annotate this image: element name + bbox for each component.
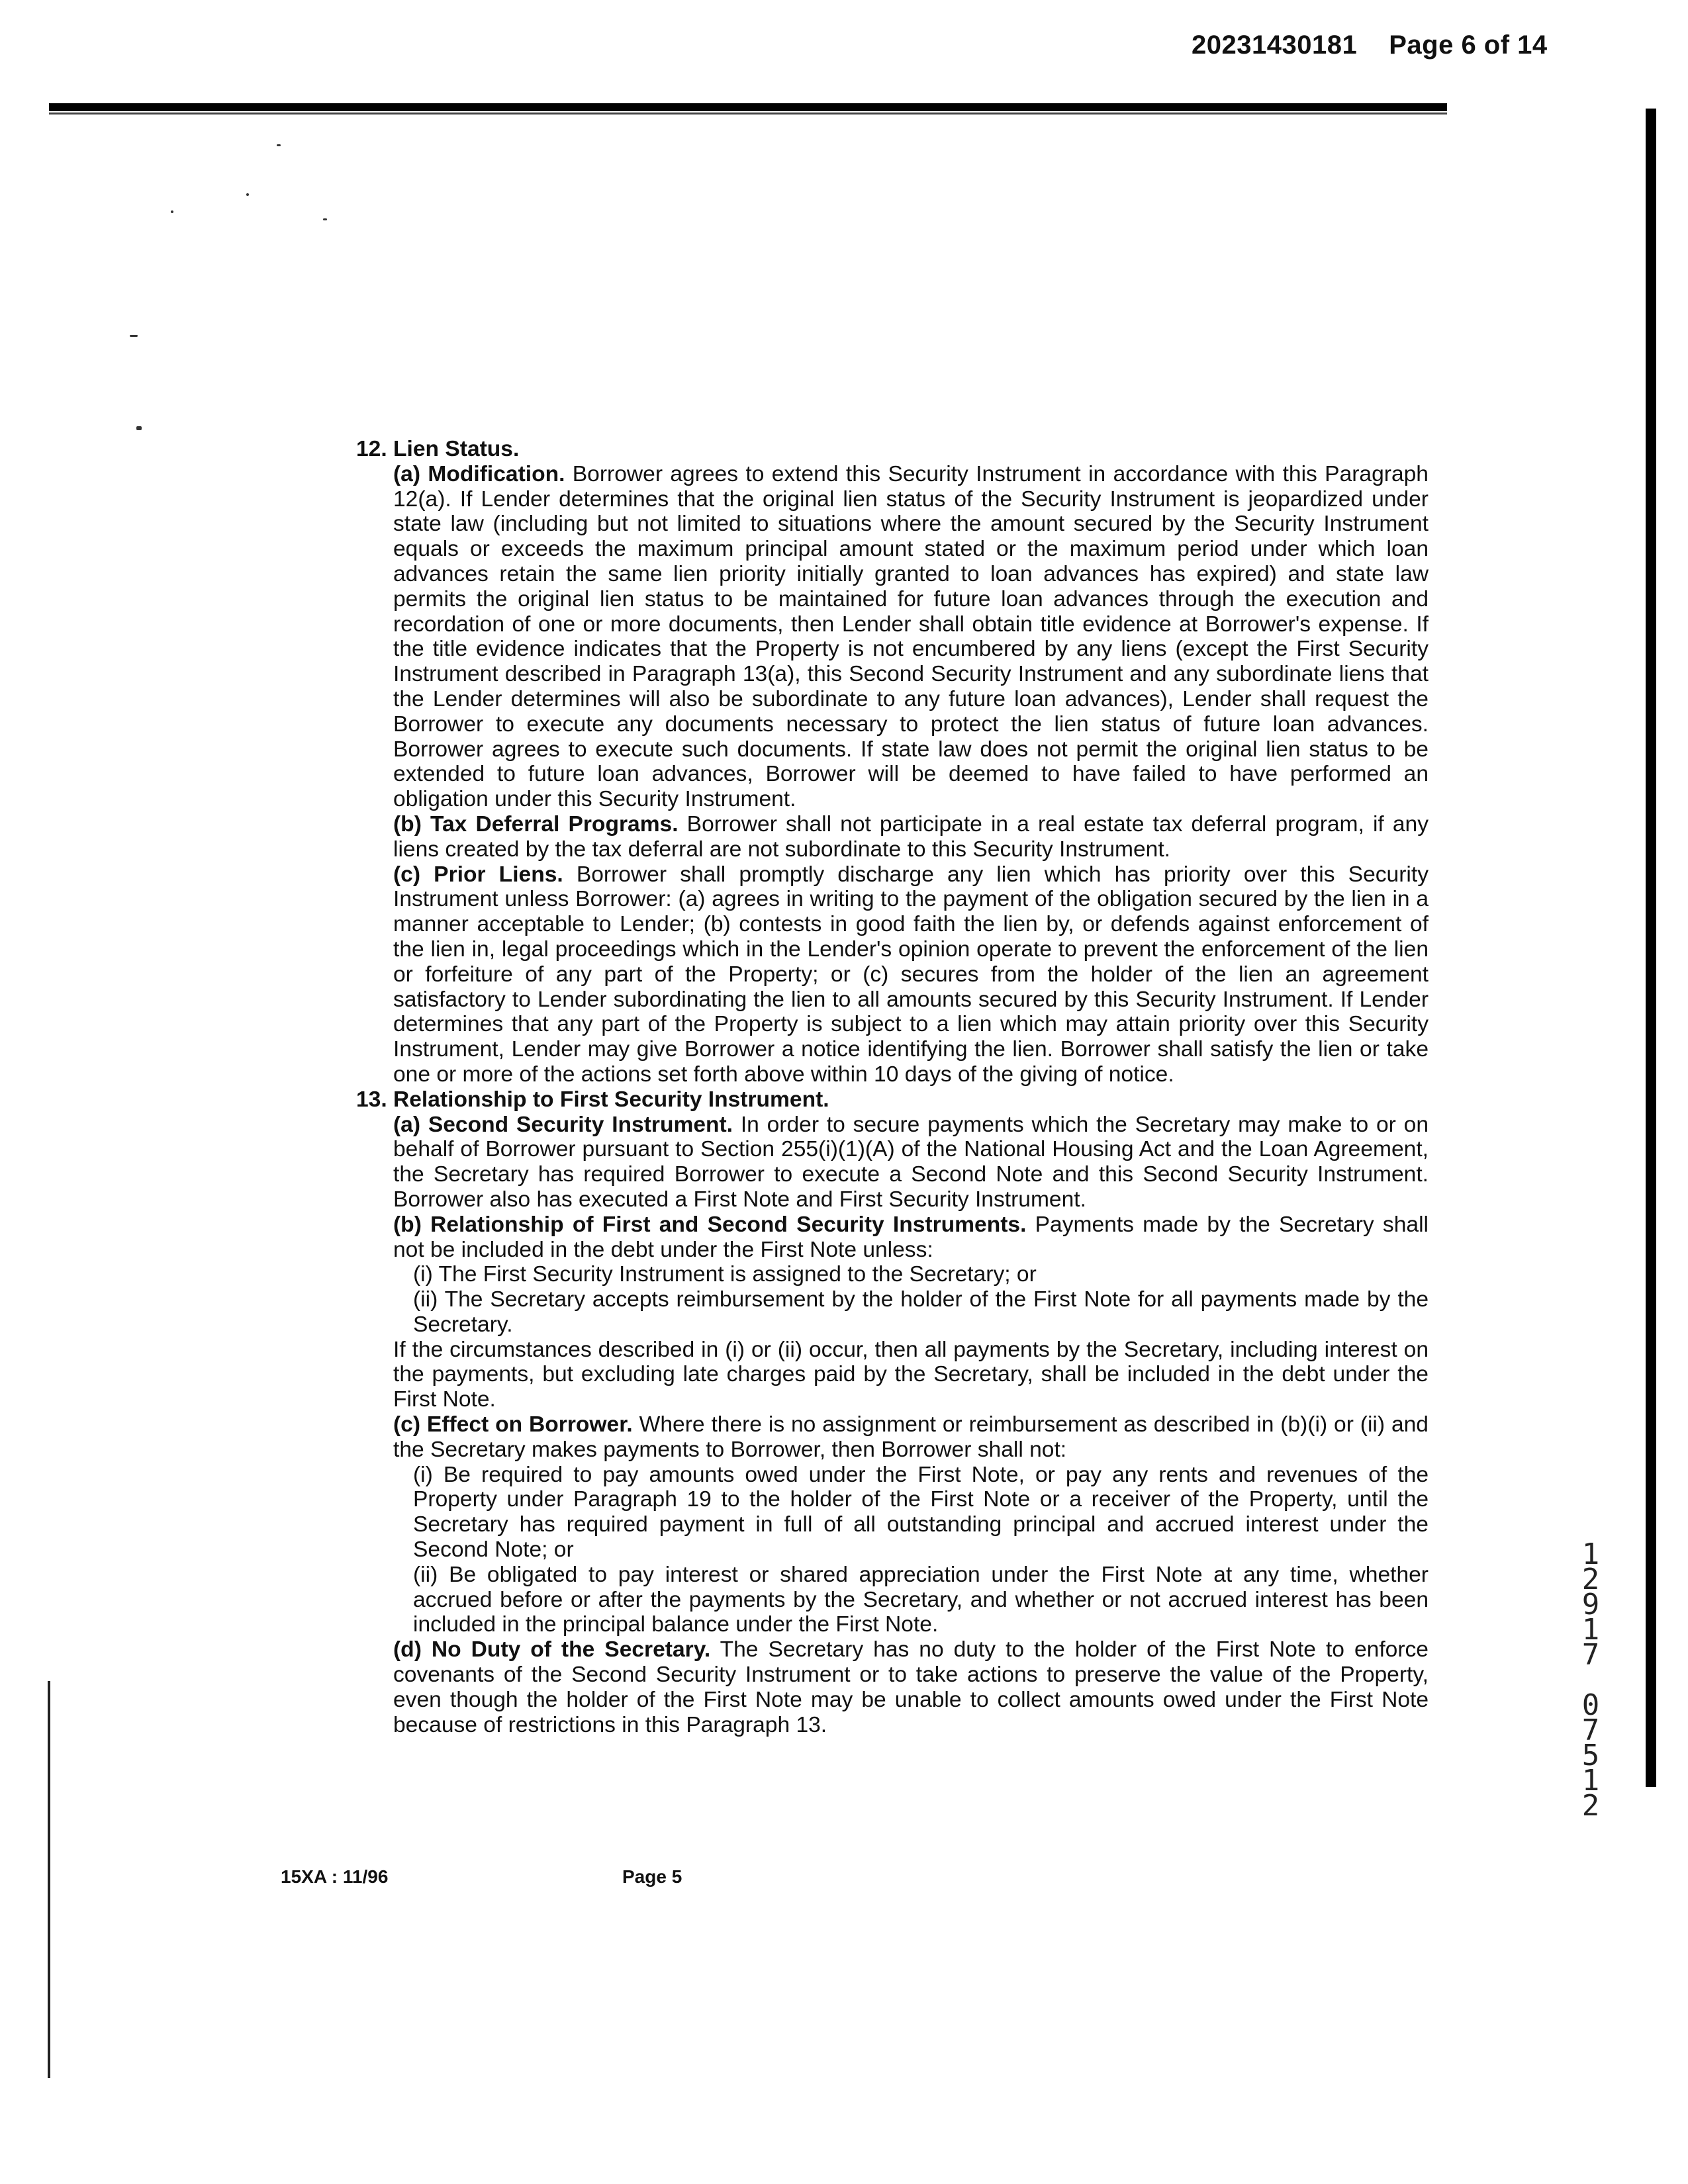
stamp-digit: 7 [1581, 1713, 1600, 1747]
sub-clause [356, 1287, 1429, 1338]
stamp-digit: 5 [1581, 1739, 1600, 1772]
recording-stamp [1574, 1537, 1607, 1823]
clause-heading: (a) Modification. [393, 461, 565, 486]
clause-text: Borrower shall not participate in a real estate tax deferral program, if any liens created by the tax deferral are not subordinate to this Security Instrument. [393, 811, 1429, 862]
scan-edge-bar [1646, 109, 1656, 1787]
header-rule [49, 103, 1447, 111]
section-heading: 13. Relationship to First Security Instrument. [356, 1087, 829, 1112]
clause-text: In order to secure payments which the Secretary may make to or on behalf of Borrower pursuant to Section 255(i)(1)(A) of the National Housing Act and the Loan Agreement, the Secretary has required Borrower to execute a Second Note and this Second Security Instrument. Borrower also has executed a First Note and First Security Instrument. [393, 1112, 1429, 1212]
scan-speck [277, 144, 281, 146]
scan-speck [323, 218, 327, 220]
document-body [356, 437, 1429, 1737]
scan-speck [136, 426, 142, 430]
clause-paragraph [356, 462, 1429, 812]
clause-heading: (d) No Duty of the Secretary. [393, 1637, 711, 1662]
clause-paragraph [356, 1113, 1429, 1212]
scan-speck [130, 335, 138, 337]
stamp-digit: 1 [1581, 1613, 1600, 1647]
clause-text: Payments made by the Secretary shall not be included in the debt under the First Note unless: [393, 1212, 1429, 1262]
clause-paragraph [356, 1637, 1429, 1737]
stamp-digit: 0 [1581, 1688, 1600, 1722]
clause-paragraph [356, 812, 1429, 862]
clause-text: (ii) Be obligated to pay interest or shared appreciation under the First Note at any time, whether accrued before or after the payments by the Secretary, and whether or not accrued interest has been included in the principal balance under the First Note. [413, 1562, 1429, 1637]
clause-heading: (a) Second Security Instrument. [393, 1112, 733, 1137]
stamp-digit: 9 [1581, 1588, 1600, 1621]
clause-text: The Secretary has no duty to the holder of the First Note to enforce covenants of the Second Security Instrument or to take actions to preserve the value of the Property, even though the holder of the First Note may be unable to collect amounts owed under the First Note because of restrictions in this Paragraph 13. [393, 1637, 1429, 1737]
clause-heading: (b) Relationship of First and Second Security Instruments. [393, 1212, 1027, 1237]
clause-heading: (c) Effect on Borrower. [393, 1412, 633, 1437]
clause-heading: (c) Prior Liens. [393, 862, 563, 887]
stamp-digit: 1 [1581, 1764, 1600, 1797]
document-number: 20231430181 [1192, 30, 1358, 60]
clause-paragraph [356, 1338, 1429, 1412]
clause-text: (ii) The Secretary accepts reimbursement by the holder of the First Note for all payments made by the Secretary. [413, 1287, 1429, 1337]
page-indicator: Page 6 of 14 [1389, 30, 1548, 60]
clause-paragraph [356, 862, 1429, 1087]
clause-text: Where there is no assignment or reimbursement as described in (b)(i) or (ii) and the Secretary makes payments to Borrower, then Borrower shall not: [393, 1412, 1429, 1462]
sub-clause [356, 1463, 1429, 1563]
clause-text: Borrower agrees to extend this Security Instrument in accordance with this Paragraph 12(a). If Lender determines that the original lien status of the Security Instrument is jeopardized under state law (including but not limited to situations where the amount secured by the Security Instrument equals or exceeds the maximum principal amount stated or the maximum period under which loan advances retain the same lien priority initially granted to loan advances has expired) and state law permits the original lien status to be maintained for future loan advances through the execution and recordation of one or more documents, then Lender shall obtain title evidence at Borrower's expense. If the title evidence indicates that the Property is not encumbered by any liens (except the First Security Instrument described in Paragraph 13(a), this Second Security Instrument and any subordinate liens that the Lender determines will also be subordinate to any future loan advances), Lender shall request the Borrower to execute any documents necessary to protect the lien status of future loan advances. Borrower agrees to execute such documents. If state law does not permit the original lien status to be extended to future loan advances, Borrower will be deemed to have failed to have performed an obligation under this Security Instrument. [393, 461, 1429, 812]
scan-speck [246, 193, 249, 196]
recording-header [1192, 30, 1548, 60]
clause-paragraph [356, 1212, 1429, 1263]
clause-heading: (b) Tax Deferral Programs. [393, 811, 679, 837]
stamp-digit: 7 [1581, 1638, 1600, 1672]
sub-clause [356, 1563, 1429, 1637]
stamp-digit: 2 [1581, 1563, 1600, 1596]
sub-clause [356, 1262, 1429, 1287]
footer-page-number: Page 5 [622, 1866, 682, 1887]
clause-text: If the circumstances described in (i) or (ii) occur, then all payments by the Secretary, including interest on the payments, but excluding late charges paid by the Secretary, shall be included in the debt under the First Note. [393, 1337, 1429, 1412]
section-heading: 12. Lien Status. [356, 437, 520, 461]
stamp-digit: 2 [1581, 1789, 1600, 1823]
clause-paragraph [356, 1412, 1429, 1463]
stamp-digit: 1 [1581, 1537, 1600, 1571]
header-rule-thin [49, 113, 1447, 114]
clause-text: (i) Be required to pay amounts owed under the First Note, or pay any rents and revenues of the Property under Paragraph 19 to the holder of the First Note or a receiver of the Property, until the Secretary has required payment in full of all outstanding principal and accrued interest under the Second Note; or [413, 1462, 1429, 1563]
clause-text: (i) The First Security Instrument is assigned to the Secretary; or [413, 1262, 1037, 1287]
clause-text: Borrower shall promptly discharge any lien which has priority over this Security Instrument unless Borrower: (a) agrees in writing to the payment of the obligation secured by the lien in a manner acceptable to Lender; (b) contests in good faith the lien by, or defends against enforcement of the lien in, legal proceedings which in the Lender's opinion operate to prevent the enforcement of the lien or forfeiture of any part of the Property; or (c) secures from the holder of the lien an agreement satisfactory to Lender subordinating the lien to all amounts secured by this Security Instrument. If Lender determines that any part of the Property is subject to a lien which may attain priority over this Security Instrument, Lender may give Borrower a notice identifying the lien. Borrower shall satisfy the lien or take one or more of the actions set forth above within 10 days of the giving of notice. [393, 862, 1429, 1087]
scan-speck [171, 210, 173, 213]
form-id: 15XA : 11/96 [281, 1866, 389, 1887]
scan-edge-line [48, 1681, 50, 2078]
